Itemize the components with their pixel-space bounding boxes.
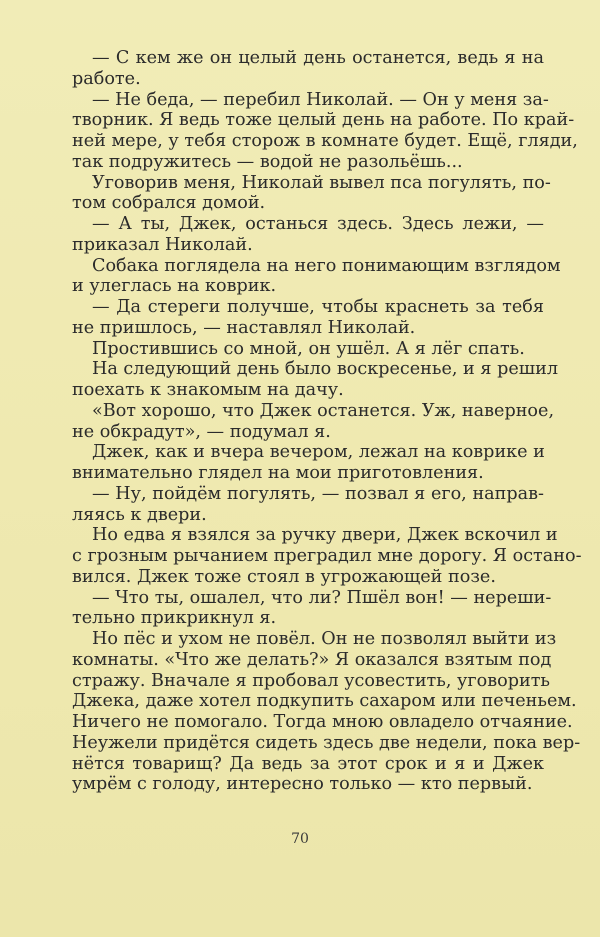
text-line: и улеглась на коврик. [72, 276, 277, 297]
text-line: ляясь к двери. [72, 504, 207, 525]
text-line: так подружитесь — водой не разольёшь... [72, 151, 463, 172]
text-line: Но пёс и ухом не повёл. Он не позволял выйти из [92, 629, 557, 649]
text-line: не пришлось, — наставлял Николай. [72, 317, 416, 338]
text-line: — С кем же он целый день останется, ведь я на [92, 48, 544, 68]
text-line: Неужели придётся сидеть здесь две недели, пока вер- [72, 732, 581, 753]
text-line: том собрался домой. [72, 193, 266, 214]
text-line: умрём с голоду, интересно только — кто первый. [72, 774, 533, 795]
text-line: поехать к знакомым на дачу. [72, 380, 344, 400]
text-line: На следующий день было воскресенье, и я решил [92, 359, 559, 380]
text-line: «Вот хорошо, что Джек останется. Уж, наверное, [92, 400, 555, 421]
text-line: с грозным рычанием преградил мне дорогу. Я остано- [72, 546, 582, 566]
text-line: нётся товарищ? Да ведь за этот срок и я и Джек [72, 753, 544, 774]
text-line: Уговорив меня, Николай вывел пса погулять, по- [92, 172, 551, 193]
text-line: работе. [72, 68, 141, 89]
text-line: — А ты, Джек, останься здесь. Здесь лежи, — [92, 214, 544, 234]
text-line: вился. Джек тоже стоял в угрожающей позе. [72, 566, 496, 587]
page-number: 70 [291, 831, 309, 847]
text-line: не обкрадут», — подумал я. [72, 421, 331, 442]
text-line: творник. Я ведь тоже целый день на работе. По край- [72, 110, 575, 131]
text-line: — Ну, пойдём погулять, — позвал я его, направ- [92, 483, 544, 504]
text-line: Джек, как и вчера вечером, лежал на коврике и [92, 442, 545, 463]
text-line: — Да стереги получше, чтобы краснеть за тебя [92, 297, 544, 317]
text-line: стражу. Вначале я пробовал усовестить, уговорить [72, 670, 551, 691]
text-line: — Что ты, ошалел, что ли? Пшёл вон! — нереши- [92, 587, 552, 608]
text-line: тельно прикрикнул я. [72, 608, 277, 629]
text-line: комнаты. «Что же делать?» Я оказался взятым под [72, 649, 552, 670]
text-line: Простившись со мной, он ушёл. А я лёг спать. [92, 338, 525, 359]
text-line: Ничего не помогало. Тогда мною овладело отчаяние. [72, 712, 573, 732]
text-line: — Не беда, — перебил Николай. — Он у меня за- [92, 89, 549, 110]
text-line: приказал Николай. [72, 234, 253, 255]
text-line: ней мере, у тебя сторож в комнате будет. Ещё, гляди, [72, 131, 578, 151]
text-line: Джека, даже хотел подкупить сахаром или печеньем. [72, 691, 577, 712]
page-text [72, 48, 582, 795]
text-line: внимательно глядел на мои приготовления. [72, 463, 484, 483]
text-line: Собака поглядела на него понимающим взглядом [92, 255, 561, 276]
text-line: Но едва я взялся за ручку двери, Джек вскочил и [92, 525, 558, 546]
